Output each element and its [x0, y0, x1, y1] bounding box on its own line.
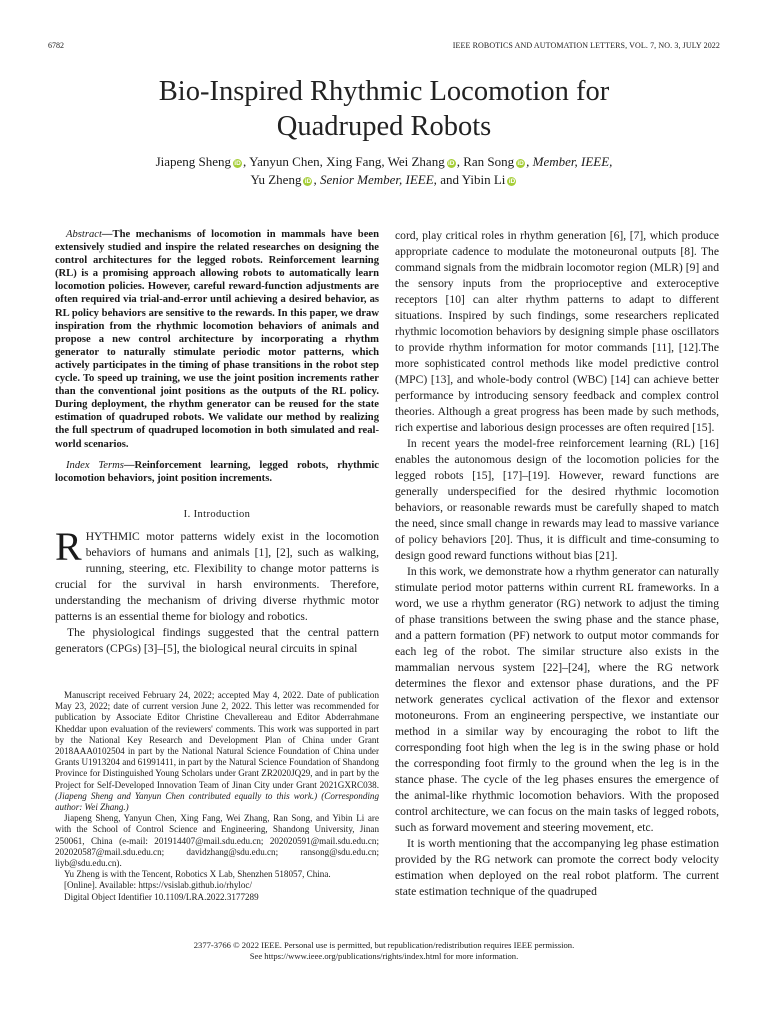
author-name: , Yanyun Chen, Xing Fang, Wei Zhang [243, 154, 445, 169]
author-list [60, 153, 708, 188]
footnote [55, 690, 379, 903]
abstract-label: Abstract [66, 229, 102, 240]
copyright-line: 2377-3766 © 2022 IEEE. Personal use is permitted, but republication/redistribution requires IEEE permission. [193, 940, 575, 950]
orcid-icon[interactable]: iD [508, 177, 516, 185]
author-line-1 [60, 153, 708, 171]
orcid-icon[interactable]: iD [517, 160, 524, 167]
paragraph: cord, play critical roles in rhythm generation [6], [7], which produce appropriate cadence to modulate the motoneuronal outputs [8]. The command signals from the midbrain locomotor region (MLR) [9] and the sensory inputs from the proprioceptive and exteroceptive receptors [10] can alter rhythm patterns to adapt to different situations. Inspired by such findings, some researchers replicated rhythmic locomotion behaviors by designing simple phase oscillators to provide rhythm information for motor commands [11], [12].The more sophisticated control methods like model predictive control (MPC) [13], and whole-body control (WBC) [14] can achieve better performance by introducing sensory feedback and complex control theories. Although a great progress has been made by such methods, rich expertise and laborious design processes are often required [15]. [395, 229, 719, 434]
footnote-italic: (Jiapeng Sheng and Yanyun Chen contributed equally to this work.) (Corresponding author: Wei Zhang.) [55, 790, 379, 813]
footnote-doi: Digital Object Identifier 10.1109/LRA.2022.3177289 [64, 891, 259, 902]
index-terms-label: Index Terms [66, 459, 124, 471]
paragraph: In recent years the model-free reinforcement learning (RL) [16] enables the autonomous design of the locomotion policies for the legged robots [15], [17]–[19]. However, reward functions are generally underspecified for the desired rhythmic locomotion behaviors, or reasonable rewards must be carefully shaped to match the need, since small change in rewards may lead to massive variance of policy behaviors [20]. Thus, it is difficult and time-consuming to design good reward functions without bias [21]. [395, 437, 719, 562]
orcid-icon[interactable]: iD [234, 160, 241, 167]
footnote-affiliation: Jiapeng Sheng, Yanyun Chen, Xing Fang, Wei Zhang, Ran Song, and Yibin Li are with the School of Control Science and Engineering, Shandong University, Jinan 250061, China (e-mail: 201914407@mail.sdu.edu.cn; 202020591@mail.sdu.edu.cn; 202020587@mail.sdu.edu.cn; davidzhang@sdu.edu.cn; ransong@sdu.edu.cn; liyb@sdu.edu.cn). [55, 813, 379, 869]
footnote-paragraph [55, 690, 379, 813]
abstract-text: The mechanisms of locomotion in mammals have been extensively studied and inspire the related researches on designing the control architectures for the legged robots. Reinforcement learning (RL) is a promising approach allowing robots to automatically learn locomotion policies. However, careful reward-function adjustments are often required via trial-and-error until achieving a desired behavior, as RL policy behaviors are sensitive to the rewards. In this paper, we draw inspiration from the rhythmic locomotion behaviors of animals and propose a new control architecture by incorporating a rhythm generator to naturally stimulate periodic motor patterns, which actively participates in the timing of phase transitions in the robot step cycle. To speed up training, we use the joint position increments rather than the conventional joint positions as the outputs of the RL policy. During deployment, the rhythm generator can be reused for the state estimation of quadruped robots. We validate our method by realizing the full spectrum of quadruped locomotion in both simulated and real-world scenarios. [55, 229, 379, 450]
author-role: , Senior Member, IEEE, [313, 171, 437, 187]
author-name: , Ran Song [456, 154, 515, 169]
abstract-dash: — [101, 229, 113, 240]
intro-paragraph-1 [55, 523, 379, 625]
abstract [55, 228, 379, 451]
right-column [395, 228, 719, 900]
index-terms-text: Reinforcement learning, legged robots, rhythmic locomotion behaviors, joint position increments. [55, 459, 379, 484]
footnote-text: Manuscript received February 24, 2022; accepted May 4, 2022. Date of publication May 23, 2022; date of current version June 2, 2022. This letter was recommended for publication by Associate Editor Christine Chevallereau and Editor Abderrahmane Kheddar upon evaluation of the reviewers' comments. This work was supported in part by the National Key Research and Development Plan of China under Grant 2018AAA0102504 in part by the National Natural Science Foundation of China under Grants U1913204 and 61991411, in part by the Natural Science Foundation of Shandong Province for Distinguished Young Scholars under Grant ZR2020JQ29, and in part by the Project for Self-Developed Innovation Team of Jinan City under Grant 2021GXRC038. [55, 690, 379, 790]
paper-title [60, 74, 708, 144]
orcid-icon[interactable]: iD [447, 160, 455, 167]
orcid-icon[interactable]: iD [304, 177, 312, 185]
footnote-link[interactable]: [Online]. Available: https://vsislab.github.io/rhyloc/ [64, 880, 252, 891]
drop-cap: R [55, 523, 82, 569]
author-name: and Yibin Li [436, 171, 506, 187]
copyright-footer [0, 940, 768, 962]
journal-header: IEEE ROBOTICS AND AUTOMATION LETTERS, VOL. 7, NO. 3, JULY 2022 [452, 41, 720, 50]
author-line-2 [60, 171, 708, 189]
author-role: , Member, IEEE, [526, 154, 613, 169]
index-terms-dash: — [123, 459, 135, 471]
index-terms [55, 459, 379, 485]
title-line-2: Quadruped Robots [276, 111, 492, 142]
paragraph: In this work, we demonstrate how a rhythm generator can naturally stimulate period motor patterns within current RL frameworks. In a word, we use a rhythm generator (RG) network to adjust the timing of phase transitions between the swing phase and the stance phase, and a pattern formation (PF) network to output motor commands for each leg of the robot. The similar structure also exists in the mammalian nervous system [22]–[24], where the RG network determines the flexor and extensor phase durations, and the PF network generates cyclical activation of the flexor and extensor motoneurons. From an engineering perspective, we instantiate our method in a similar way by encouraging the robot to lift the corresponding foot high when the leg is in the swing phase or hold the corresponding foot firmly to the ground when the leg is in the stance phase. The cycle of the leg phases ensures the emergence of the animal-like rhythmic locomotion behaviors. With the proposed control architecture, we can focus on the main tasks of legged robots, such as forward movement and steering movement, etc. [395, 565, 719, 834]
page-number: 6782 [48, 41, 64, 50]
title-line-1: Bio-Inspired Rhythmic Locomotion for [158, 76, 610, 107]
rights-link-line[interactable]: See https://www.ieee.org/publications/rights/index.html for more information. [249, 951, 519, 961]
intro-paragraph-2: The physiological findings suggested that the central pattern generators (CPGs) [3]–[5], the biological neural circuits in spinal [55, 625, 379, 655]
paragraph: It is worth mentioning that the accompanying leg phase estimation provided by the RG network can promote the correct body velocity estimation when deployed on the real robot platform. The current state estimation technique of the quadruped [395, 837, 719, 898]
footnote-affiliation: Yu Zheng is with the Tencent, Robotics X Lab, Shenzhen 518057, China. [64, 869, 331, 880]
author-name: Jiapeng Sheng [155, 154, 232, 169]
author-name: Yu Zheng [250, 171, 302, 187]
paragraph-text: HYTHMIC motor patterns widely exist in the locomotion behaviors of humans and animals [1], [2], such as walking, running, steering, etc. Flexibility to change motor patterns is crucial for the survival in harsh environments. Therefore, understanding the mechanism of driving diverse rhythmic motor patterns is an essential theme for biology and robotics. [55, 529, 379, 623]
left-column [55, 228, 379, 657]
section-heading: I. Introduction [183, 508, 251, 520]
